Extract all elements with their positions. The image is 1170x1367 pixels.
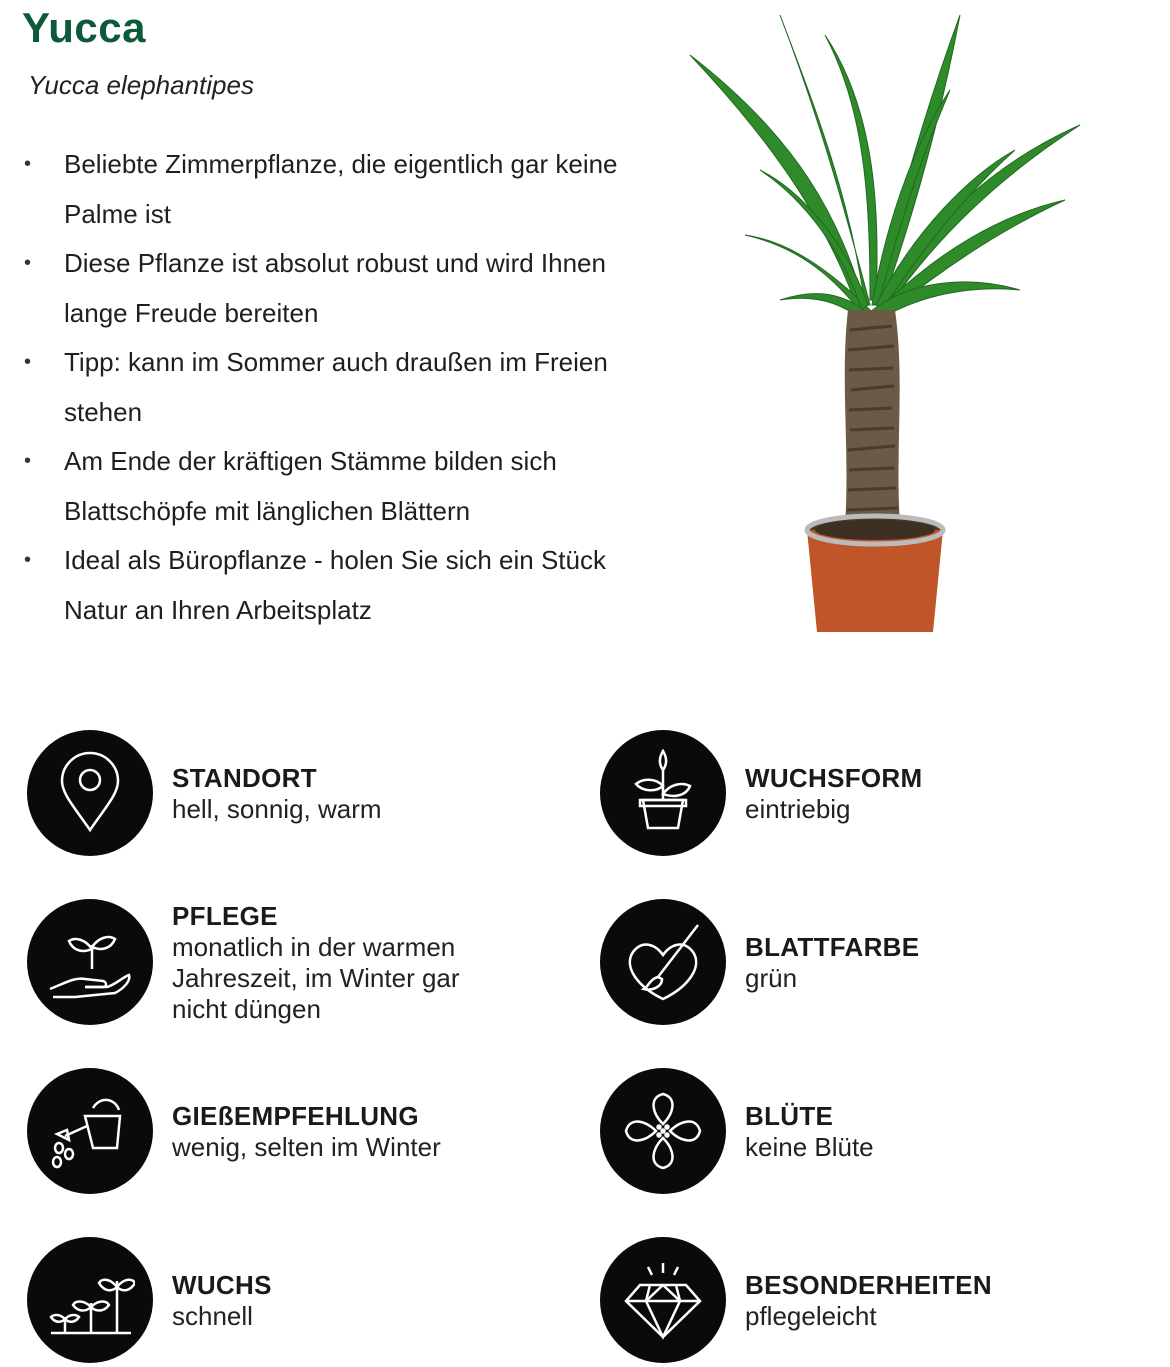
list-item: • Am Ende der kräftigen Stämme bilden sich Blattschöpfe mit länglichen Blättern <box>24 437 624 536</box>
feature-wuchsform <box>600 730 1140 860</box>
feature-value: eintriebig <box>745 793 851 824</box>
feature-value: monatlich in der warmen Jahreszeit, im Winter gar nicht düngen <box>172 931 460 1024</box>
list-item: • Tipp: kann im Sommer auch draußen im Freien stehen <box>24 338 624 437</box>
feature-besonderheiten <box>600 1237 1140 1367</box>
location-pin-icon <box>45 748 135 838</box>
feature-wuchs <box>27 1237 567 1367</box>
potted-plant-icon <box>618 748 708 838</box>
feature-standort <box>27 730 567 860</box>
feature-bullet-list <box>24 140 624 635</box>
feature-value: wenig, selten im Winter <box>172 1131 441 1162</box>
feature-bluete <box>600 1068 1140 1198</box>
flower-icon <box>618 1086 708 1176</box>
feature-label: GIEßEMPFEHLUNG <box>172 1100 419 1131</box>
growing-sprouts-icon <box>45 1255 135 1345</box>
feature-label: BLATTFARBE <box>745 931 920 962</box>
feature-value: pflegeleicht <box>745 1300 877 1331</box>
feature-label: BESONDERHEITEN <box>745 1269 992 1300</box>
leaf-brush-icon <box>618 917 708 1007</box>
feature-giessempfehlung <box>27 1068 567 1198</box>
feature-value: schnell <box>172 1300 253 1331</box>
feature-label: PFLEGE <box>172 900 278 931</box>
yucca-plant-image <box>670 0 1110 650</box>
watering-can-icon <box>45 1086 135 1176</box>
list-item: • Ideal als Büropflanze - holen Sie sich ein Stück Natur an Ihren Arbeitsplatz <box>24 536 624 635</box>
diamond-icon <box>618 1255 708 1345</box>
list-item: • Beliebte Zimmerpflanze, die eigentlich gar keine Palme ist <box>24 140 624 239</box>
botanical-name: Yucca elephantipes <box>28 70 254 100</box>
feature-label: WUCHSFORM <box>745 762 923 793</box>
feature-pflege <box>27 899 567 1029</box>
page-title: Yucca <box>22 4 146 51</box>
feature-value: grün <box>745 962 798 993</box>
feature-label: BLÜTE <box>745 1100 834 1131</box>
list-item: • Diese Pflanze ist absolut robust und wird Ihnen lange Freude bereiten <box>24 239 624 338</box>
feature-label: STANDORT <box>172 762 317 793</box>
feature-label: WUCHS <box>172 1269 272 1300</box>
feature-value: hell, sonnig, warm <box>172 793 382 824</box>
hand-seedling-icon <box>45 917 135 1007</box>
feature-blattfarbe <box>600 899 1140 1029</box>
feature-value: keine Blüte <box>745 1131 874 1162</box>
